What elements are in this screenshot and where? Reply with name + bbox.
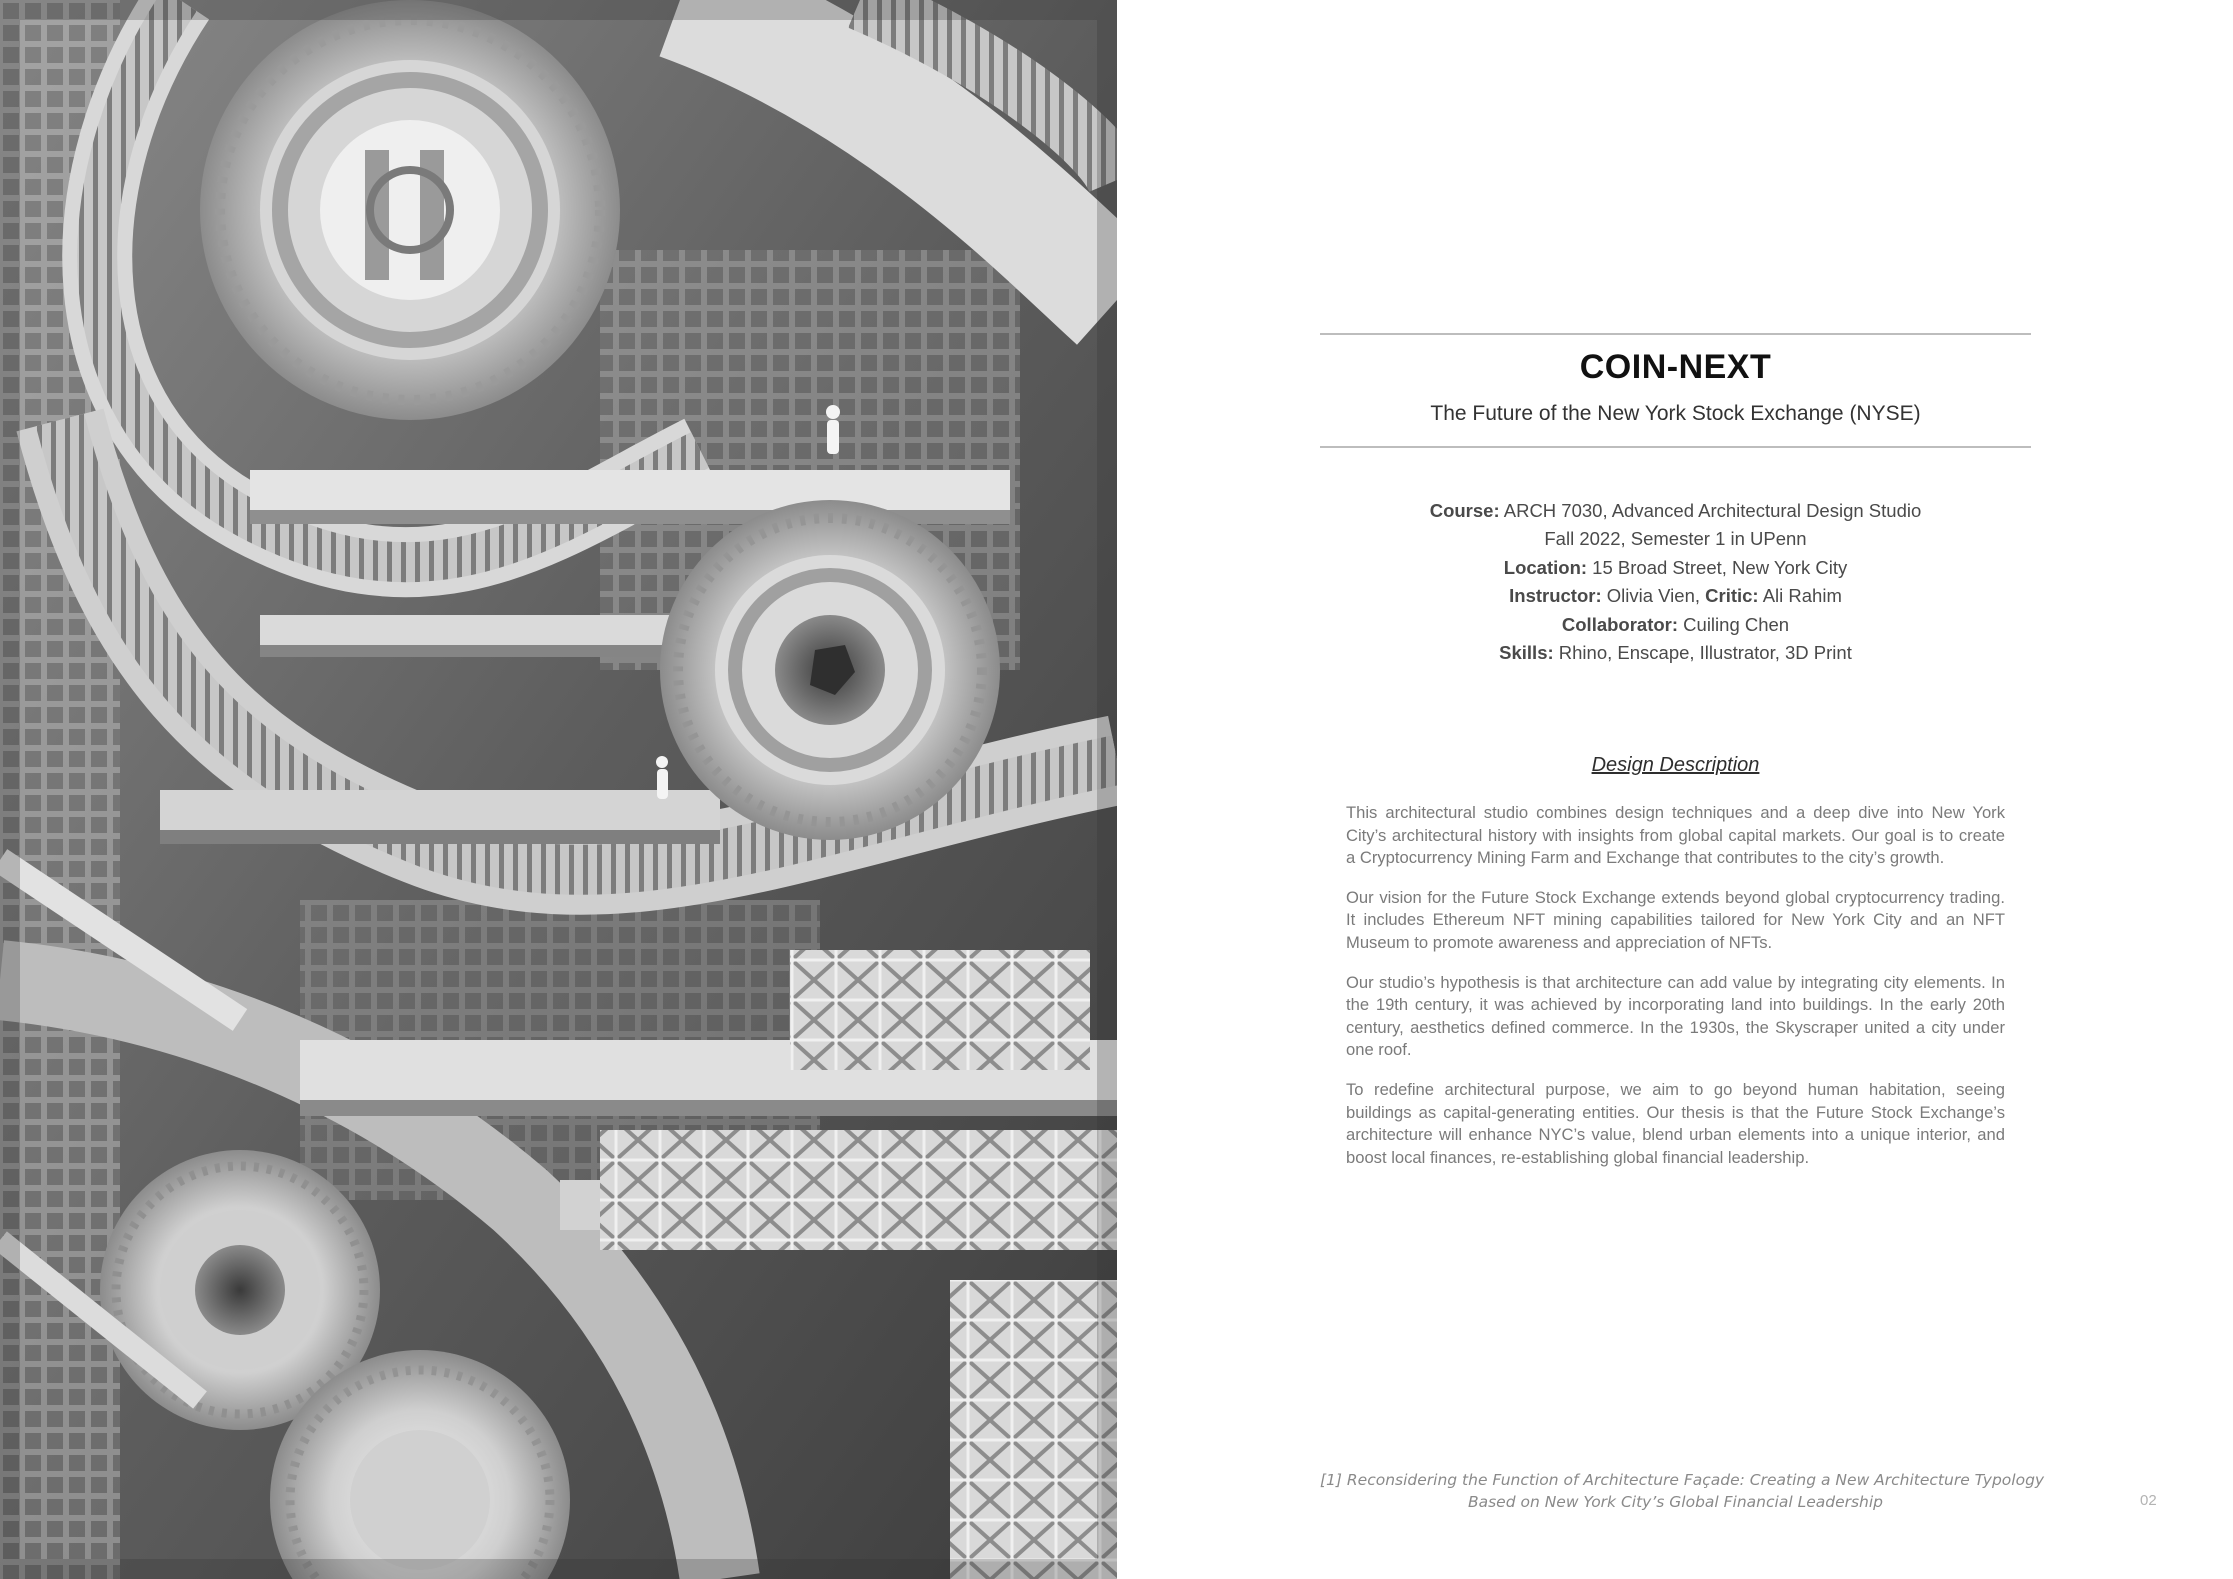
- title-top-rule: [1320, 333, 2031, 335]
- description-paragraph: To redefine architectural purpose, we aim to go beyond human habitation, seeing buildings as capital-generating entities. Our thesis is that the Future Stock Exchange’s architecture will enhance NYC’s value, blend urban elements into a unique interior, and boost local finances, re-establishing global financial leadership.: [1346, 1079, 2005, 1167]
- instructor-line: [1320, 582, 2031, 610]
- collaborator-value: Cuiling Chen: [1678, 613, 1790, 635]
- design-description-body: [1346, 802, 2005, 1186]
- project-text-page: [1117, 0, 2233, 1579]
- course-value: ARCH 7030, Advanced Architectural Design Studio: [1499, 500, 1922, 521]
- description-paragraph: This architectural studio combines design techniques and a deep dive into New York City’s architectural history with insights from global capital markets. Our goal is to create a Cryptocurrency Mining Farm and Exchange that contributes to the city’s growth.: [1346, 803, 2005, 868]
- footnote: [1320, 1469, 2045, 1513]
- collaborator-label: Collaborator:: [1561, 613, 1679, 635]
- project-details: [1320, 497, 2031, 667]
- title-bottom-rule: [1320, 446, 2031, 448]
- skills-label: Skills:: [1499, 642, 1554, 664]
- footnote-line-2: Based on New York City’s Global Financial Leadership: [1467, 1493, 1884, 1511]
- description-paragraph: Our vision for the Future Stock Exchange extends beyond global cryptocurrency trading. It includes Ethereum NFT mining capabilities tailored for New York City and an NFT Museum to promote awareness and appreciation of NFTs.: [1346, 887, 2005, 952]
- critic-value: Ali Rahim: [1758, 585, 1842, 607]
- collaborator-line: [1320, 611, 2031, 639]
- footnote-line-1: [1] Reconsidering the Function of Architecture Façade: Creating a New Architecture Typology: [1320, 1471, 2045, 1489]
- instructor-value: Olivia Vien,: [1601, 585, 1706, 607]
- critic-label: Critic:: [1705, 585, 1759, 607]
- location-value: 15 Broad Street, New York City: [1587, 556, 1848, 578]
- skills-value: Rhino, Enscape, Illustrator, 3D Print: [1553, 642, 1852, 664]
- project-title: COIN-NEXT: [1579, 348, 1772, 386]
- skills-line: [1320, 639, 2031, 667]
- instructor-label: Instructor:: [1509, 585, 1602, 607]
- design-description-heading: Design Description: [1591, 754, 1760, 776]
- course-line: [1320, 497, 2031, 525]
- location-line: [1320, 554, 2031, 582]
- term-line: Fall 2022, Semester 1 in UPenn: [1544, 528, 1807, 550]
- location-label: Location:: [1503, 556, 1588, 578]
- course-label: Course:: [1429, 500, 1500, 521]
- project-subtitle: The Future of the New York Stock Exchange (NYSE): [1430, 402, 1921, 425]
- description-paragraph: Our studio’s hypothesis is that architecture can add value by integrating city elements. In the 19th century, it was achieved by incorporating land into buildings. In the early 20th century, aesthetics defined commerce. In the 1930s, the Skyscraper united a city under one roof.: [1346, 972, 2005, 1060]
- page-number: 02: [2140, 1492, 2157, 1509]
